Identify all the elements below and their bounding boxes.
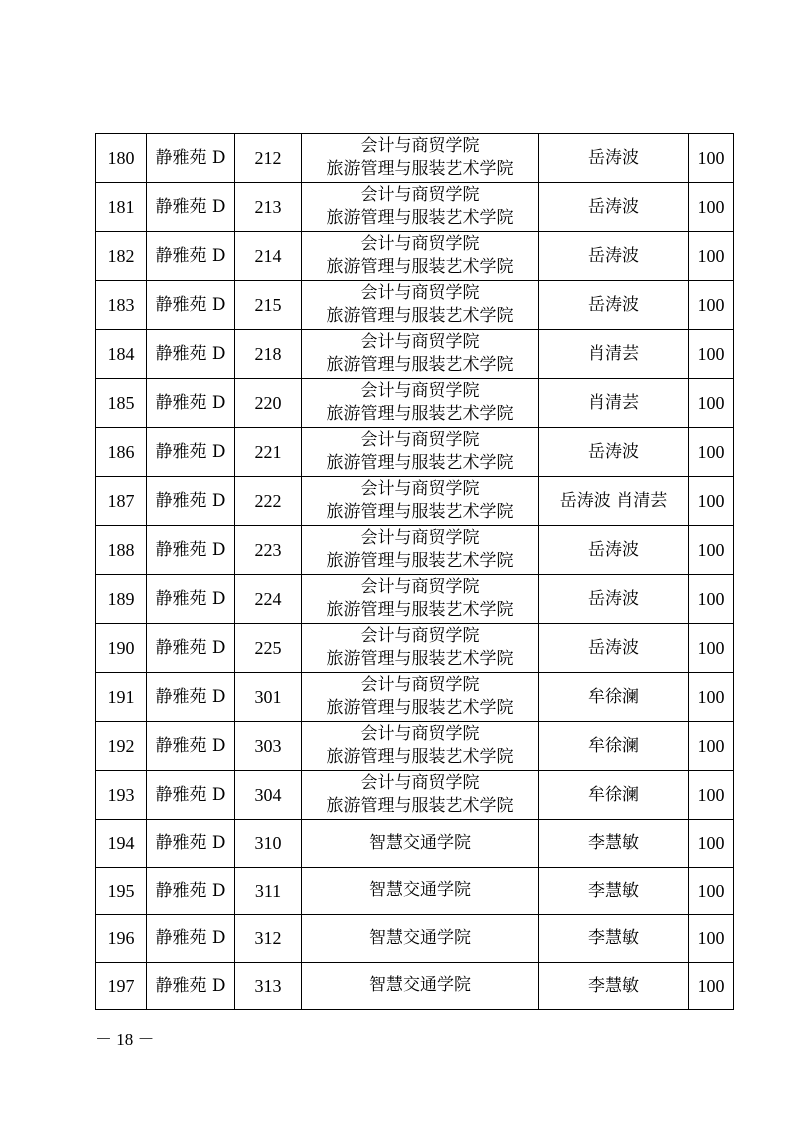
teacher-cell: 岳涛波 [539, 526, 689, 575]
building-cell: 静雅苑 D [147, 575, 235, 624]
table-row [96, 183, 734, 232]
score-cell: 100 [689, 915, 734, 963]
score-cell: 100 [689, 673, 734, 722]
college-cell [302, 915, 539, 963]
college-cell [302, 820, 539, 868]
college-cell [302, 134, 539, 183]
building-cell: 静雅苑 D [147, 771, 235, 820]
college-name: 智慧交通学院 [369, 832, 471, 853]
college-name: 会计与商贸学院 [360, 577, 480, 597]
teacher-cell: 肖清芸 [539, 379, 689, 428]
teacher-cell: 肖清芸 [539, 330, 689, 379]
row-number-cell: 193 [96, 771, 147, 820]
score-cell: 100 [689, 526, 734, 575]
teacher-cell: 岳涛波 [539, 232, 689, 281]
building-cell: 静雅苑 D [147, 526, 235, 575]
room-cell: 225 [235, 624, 302, 673]
college-cell [302, 379, 539, 428]
college-name: 旅游管理与服装艺术学院 [326, 698, 514, 718]
room-cell: 313 [235, 962, 302, 1010]
room-cell: 312 [235, 915, 302, 963]
row-number-cell: 184 [96, 330, 147, 379]
college-cell [302, 867, 539, 915]
building-cell: 静雅苑 D [147, 477, 235, 526]
table-row [96, 867, 734, 915]
college-cell [302, 232, 539, 281]
score-cell: 100 [689, 771, 734, 820]
dormitory-table [95, 133, 734, 1010]
row-number-cell: 196 [96, 915, 147, 963]
teacher-cell: 岳涛波 [539, 183, 689, 232]
college-name: 旅游管理与服装艺术学院 [326, 747, 514, 767]
college-name: 旅游管理与服装艺术学院 [326, 306, 514, 326]
college-name: 会计与商贸学院 [360, 430, 480, 450]
row-number-cell: 195 [96, 867, 147, 915]
table-row [96, 575, 734, 624]
score-cell: 100 [689, 330, 734, 379]
college-name: 旅游管理与服装艺术学院 [326, 453, 514, 473]
teacher-cell: 岳涛波 肖清芸 [539, 477, 689, 526]
teacher-cell: 岳涛波 [539, 428, 689, 477]
score-cell: 100 [689, 281, 734, 330]
score-cell: 100 [689, 232, 734, 281]
teacher-cell: 李慧敏 [539, 962, 689, 1010]
score-cell: 100 [689, 867, 734, 915]
building-cell: 静雅苑 D [147, 183, 235, 232]
college-cell [302, 330, 539, 379]
college-name: 会计与商贸学院 [360, 479, 480, 499]
college-name: 旅游管理与服装艺术学院 [326, 208, 514, 228]
table-row [96, 526, 734, 575]
college-name: 会计与商贸学院 [360, 528, 480, 548]
row-number-cell: 189 [96, 575, 147, 624]
table-row [96, 330, 734, 379]
row-number-cell: 188 [96, 526, 147, 575]
room-cell: 214 [235, 232, 302, 281]
room-cell: 223 [235, 526, 302, 575]
row-number-cell: 180 [96, 134, 147, 183]
row-number-cell: 192 [96, 722, 147, 771]
row-number-cell: 187 [96, 477, 147, 526]
table-row [96, 962, 734, 1010]
teacher-cell: 岳涛波 [539, 624, 689, 673]
row-number-cell: 191 [96, 673, 147, 722]
table-row [96, 722, 734, 771]
building-cell: 静雅苑 D [147, 281, 235, 330]
score-cell: 100 [689, 183, 734, 232]
college-name: 会计与商贸学院 [360, 773, 480, 793]
row-number-cell: 182 [96, 232, 147, 281]
row-number-cell: 197 [96, 962, 147, 1010]
score-cell: 100 [689, 428, 734, 477]
page-number: － 18 － [95, 1030, 155, 1049]
table-row [96, 134, 734, 183]
row-number-cell: 181 [96, 183, 147, 232]
building-cell: 静雅苑 D [147, 820, 235, 868]
building-cell: 静雅苑 D [147, 722, 235, 771]
building-cell: 静雅苑 D [147, 624, 235, 673]
college-name: 会计与商贸学院 [360, 234, 480, 254]
teacher-cell: 李慧敏 [539, 820, 689, 868]
building-cell: 静雅苑 D [147, 428, 235, 477]
room-cell: 310 [235, 820, 302, 868]
room-cell: 212 [235, 134, 302, 183]
college-cell [302, 183, 539, 232]
table-row [96, 232, 734, 281]
building-cell: 静雅苑 D [147, 330, 235, 379]
score-cell: 100 [689, 134, 734, 183]
score-cell: 100 [689, 722, 734, 771]
row-number-cell: 194 [96, 820, 147, 868]
building-cell: 静雅苑 D [147, 379, 235, 428]
table-row [96, 428, 734, 477]
table-row [96, 673, 734, 722]
teacher-cell: 李慧敏 [539, 915, 689, 963]
teacher-cell: 岳涛波 [539, 134, 689, 183]
college-name: 旅游管理与服装艺术学院 [326, 159, 514, 179]
college-cell [302, 962, 539, 1010]
table-row [96, 624, 734, 673]
room-cell: 215 [235, 281, 302, 330]
college-cell [302, 673, 539, 722]
room-cell: 220 [235, 379, 302, 428]
college-cell [302, 281, 539, 330]
college-name: 旅游管理与服装艺术学院 [326, 551, 514, 571]
teacher-cell: 牟徐澜 [539, 771, 689, 820]
table-row [96, 820, 734, 868]
room-cell: 222 [235, 477, 302, 526]
college-name: 智慧交通学院 [369, 975, 471, 996]
score-cell: 100 [689, 379, 734, 428]
college-cell [302, 526, 539, 575]
building-cell: 静雅苑 D [147, 915, 235, 963]
college-name: 智慧交通学院 [369, 927, 471, 948]
room-cell: 311 [235, 867, 302, 915]
room-cell: 218 [235, 330, 302, 379]
college-name: 智慧交通学院 [369, 880, 471, 901]
college-name: 会计与商贸学院 [360, 332, 480, 352]
teacher-cell: 牟徐澜 [539, 673, 689, 722]
college-name: 旅游管理与服装艺术学院 [326, 600, 514, 620]
college-name: 会计与商贸学院 [360, 381, 480, 401]
building-cell: 静雅苑 D [147, 673, 235, 722]
room-cell: 303 [235, 722, 302, 771]
table-row [96, 915, 734, 963]
college-name: 会计与商贸学院 [360, 283, 480, 303]
table-row [96, 379, 734, 428]
teacher-cell: 岳涛波 [539, 281, 689, 330]
college-name: 会计与商贸学院 [360, 626, 480, 646]
teacher-cell: 李慧敏 [539, 867, 689, 915]
college-cell [302, 722, 539, 771]
college-cell [302, 428, 539, 477]
college-cell [302, 771, 539, 820]
building-cell: 静雅苑 D [147, 134, 235, 183]
college-cell [302, 477, 539, 526]
room-cell: 224 [235, 575, 302, 624]
building-cell: 静雅苑 D [147, 962, 235, 1010]
college-name: 旅游管理与服装艺术学院 [326, 796, 514, 816]
college-name: 会计与商贸学院 [360, 185, 480, 205]
building-cell: 静雅苑 D [147, 232, 235, 281]
table-row [96, 477, 734, 526]
table-row [96, 771, 734, 820]
table-row [96, 281, 734, 330]
row-number-cell: 183 [96, 281, 147, 330]
room-cell: 221 [235, 428, 302, 477]
college-cell [302, 624, 539, 673]
college-name: 旅游管理与服装艺术学院 [326, 502, 514, 522]
college-name: 旅游管理与服装艺术学院 [326, 355, 514, 375]
college-name: 旅游管理与服装艺术学院 [326, 257, 514, 277]
score-cell: 100 [689, 477, 734, 526]
row-number-cell: 190 [96, 624, 147, 673]
teacher-cell: 牟徐澜 [539, 722, 689, 771]
college-name: 旅游管理与服装艺术学院 [326, 404, 514, 424]
room-cell: 213 [235, 183, 302, 232]
score-cell: 100 [689, 624, 734, 673]
college-cell [302, 575, 539, 624]
score-cell: 100 [689, 820, 734, 868]
row-number-cell: 185 [96, 379, 147, 428]
table-body [96, 134, 734, 1010]
score-cell: 100 [689, 962, 734, 1010]
teacher-cell: 岳涛波 [539, 575, 689, 624]
room-cell: 301 [235, 673, 302, 722]
college-name: 会计与商贸学院 [360, 136, 480, 156]
row-number-cell: 186 [96, 428, 147, 477]
college-name: 会计与商贸学院 [360, 675, 480, 695]
college-name: 旅游管理与服装艺术学院 [326, 649, 514, 669]
score-cell: 100 [689, 575, 734, 624]
building-cell: 静雅苑 D [147, 867, 235, 915]
room-cell: 304 [235, 771, 302, 820]
college-name: 会计与商贸学院 [360, 724, 480, 744]
